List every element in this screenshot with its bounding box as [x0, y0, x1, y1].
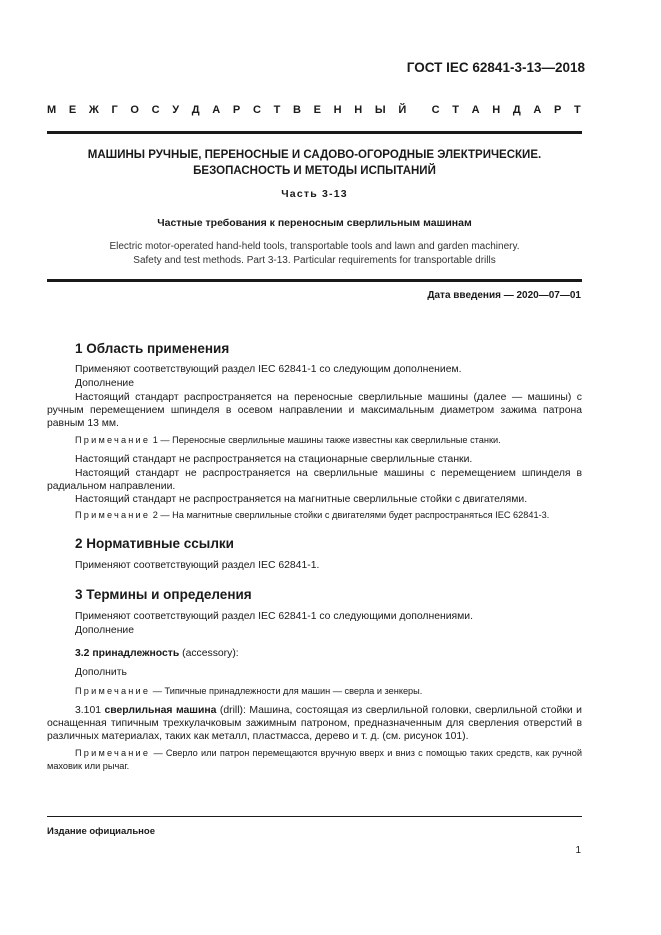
banner-letter: Ж — [88, 104, 99, 116]
s1-paragraph: Применяют соответствующий раздел IEC 62841-1 со следующим дополнением. — [75, 364, 462, 375]
s1-note-1 — [75, 434, 582, 447]
note-label: Примечание — [75, 510, 151, 520]
s2-paragraph: Применяют соответствующий раздел IEC 62841-1. — [75, 560, 320, 571]
page-number: 1 — [575, 845, 581, 856]
english-title-line-2: Safety and test methods. Part 3-13. Particular requirements for transportable drills — [133, 255, 496, 266]
english-title — [47, 240, 582, 268]
note-label: Примечание — [75, 435, 151, 445]
footer-divider — [47, 816, 582, 817]
document-subtitle: Частные требования к переносным сверлильным машинам — [157, 217, 472, 229]
term-rest: (accessory): — [179, 648, 239, 659]
banner-letter: Ы — [374, 104, 386, 116]
note-text: — Сверло или патрон перемещаются вручную вверх и вниз с помощью таких средств, как ручной маховик или рычаг. — [47, 748, 582, 771]
banner-letter: А — [533, 104, 542, 116]
banner-letter: Н — [492, 104, 501, 116]
note-label: Примечание — [75, 748, 151, 758]
s3-note — [75, 685, 582, 698]
banner-letter: Д — [512, 104, 521, 116]
banner-letter: О — [130, 104, 139, 116]
s1-addition-label: Дополнение — [75, 378, 135, 389]
top-divider — [47, 131, 582, 134]
term-3-101 — [47, 704, 582, 744]
part-number: Часть 3-13 — [281, 188, 348, 200]
s1-note-2 — [75, 509, 582, 522]
banner-letter: М — [47, 104, 57, 116]
banner-letter: В — [292, 104, 301, 116]
banner-letter: Г — [111, 104, 118, 116]
s3-amend-label: Дополнить — [75, 667, 127, 678]
banner-letter: У — [172, 104, 180, 116]
s1-scope-paragraph: Настоящий стандарт распространяется на переносные сверлильные машины (далее — машины) с ручным перемещением шпинделя в осевом направлении и максимальным диаметром зажима патрона равным 13 мм. — [47, 392, 582, 430]
term-3-2 — [75, 647, 582, 660]
note-text: 2 — На магнитные сверлильные стойки с двигателями будет распространяться IEC 62841-3. — [150, 510, 550, 520]
banner-letter: Р — [553, 104, 562, 116]
note-text: — Типичные принадлежности для машин — сверла и зенкеры. — [150, 686, 423, 696]
banner-letter: С — [431, 104, 440, 116]
note-label: Примечание — [75, 686, 151, 696]
s1-paragraph: Настоящий стандарт не распространяется на сверлильные машины с перемещением шпинделя в радиальном направлении. — [47, 468, 582, 493]
title-divider — [47, 279, 582, 282]
s1-paragraph: Настоящий стандарт не распространяется на стационарные сверлильные станки. — [75, 454, 473, 465]
english-title-line-1: Electric motor-operated hand-held tools, transportable tools and lawn and garden machinery. — [109, 241, 520, 252]
term-name: сверлильная машина — [104, 705, 217, 716]
banner-letter: А — [212, 104, 221, 116]
banner-letter: Н — [354, 104, 363, 116]
banner-letter: С — [151, 104, 160, 116]
interstate-standard-banner — [47, 104, 581, 116]
banner-letter: Т — [574, 104, 581, 116]
banner-letter: Й — [398, 104, 407, 116]
banner-letter: А — [471, 104, 480, 116]
section-3-heading: 3 Термины и определения — [75, 587, 252, 602]
banner-letter: Е — [313, 104, 321, 116]
banner-letter: Р — [232, 104, 241, 116]
document-title — [47, 147, 582, 179]
term-number: 3.101 — [75, 705, 105, 716]
term-number: 3.2 — [75, 648, 93, 659]
s1-paragraph: Настоящий стандарт не распространяется на магнитные сверлильные стойки с двигателями. — [75, 494, 528, 505]
banner-letter: С — [252, 104, 261, 116]
note-text: 1 — Переносные сверлильные машины также известны как сверлильные станки. — [150, 435, 501, 445]
term-name: принадлежность — [92, 648, 180, 659]
banner-letter: Д — [191, 104, 200, 116]
banner-letter: Е — [68, 104, 77, 116]
s3-note-drill — [47, 747, 582, 773]
s3-addition-label: Дополнение — [75, 625, 135, 636]
section-2-heading: 2 Нормативные ссылки — [75, 536, 234, 551]
title-line-2: БЕЗОПАСНОСТЬ И МЕТОДЫ ИСПЫТАНИЙ — [193, 165, 436, 177]
introduction-date: Дата введения — 2020—07—01 — [427, 290, 581, 301]
section-1-heading: 1 Область применения — [75, 341, 230, 356]
standard-code: ГОСТ IEC 62841-3-13—2018 — [406, 60, 585, 75]
official-edition-label: Издание официальное — [47, 826, 155, 837]
banner-letter: Т — [452, 104, 459, 116]
banner-letter: Н — [333, 104, 342, 116]
title-line-1: МАШИНЫ РУЧНЫЕ, ПЕРЕНОСНЫЕ И САДОВО-ОГОРОДНЫЕ ЭЛЕКТРИЧЕСКИЕ. — [87, 149, 542, 161]
term-definition: (drill): Машина, состоящая из сверлильной головки, сверлильной стойки и оснащенная типичным трехкулачковым зажимным патроном, предназначенным для сверления отверстий в различных материалах, таких как металл, пластмасса, дерево и т. д. (см. рисунок 101). — [47, 705, 582, 743]
s3-paragraph: Применяют соответствующий раздел IEC 62841-1 со следующими дополнениями. — [75, 611, 473, 622]
banner-letter: Т — [273, 104, 281, 116]
